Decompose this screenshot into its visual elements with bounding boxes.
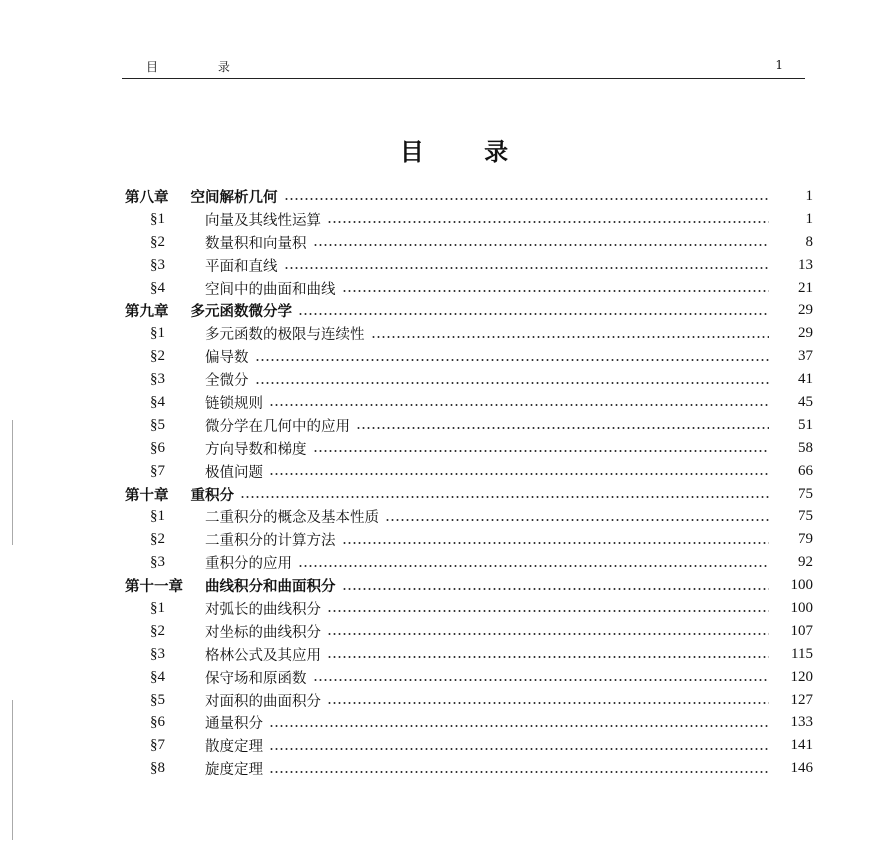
dot-leader — [342, 542, 770, 544]
entry-number: §3 — [150, 371, 165, 388]
running-head-page-number: 1 — [775, 58, 783, 72]
dot-leader — [385, 519, 769, 521]
scan-margin-line — [12, 420, 13, 545]
scan-margin-line — [12, 700, 13, 840]
entry-page-number: 75 — [798, 485, 813, 502]
dot-leader — [313, 450, 770, 452]
dot-leader — [298, 313, 769, 315]
dot-leader — [284, 198, 770, 200]
dot-leader — [298, 565, 769, 567]
toc-section-entry[interactable] — [125, 597, 813, 620]
entry-title: 平面和直线 — [205, 258, 278, 275]
entry-number: §3 — [150, 645, 165, 662]
entry-number: §5 — [150, 416, 165, 433]
entry-page-number: 45 — [798, 393, 813, 410]
toc-chapter-entry[interactable] — [125, 574, 813, 597]
toc-section-entry[interactable] — [125, 277, 813, 300]
entry-title: 微分学在几何中的应用 — [205, 418, 350, 435]
dot-leader — [284, 267, 770, 269]
entry-page-number: 8 — [805, 233, 813, 250]
entry-title: 链锁规则 — [205, 395, 263, 412]
dot-leader — [269, 725, 769, 727]
entry-number: §1 — [150, 508, 165, 525]
dot-leader — [269, 748, 769, 750]
entry-title: 对弧长的曲线积分 — [205, 601, 321, 618]
entry-page-number: 75 — [798, 508, 813, 525]
entry-page-number: 141 — [790, 737, 813, 754]
running-head — [122, 56, 805, 79]
entry-number: §1 — [150, 599, 165, 616]
toc-section-entry[interactable] — [125, 208, 813, 231]
toc-section-entry[interactable] — [125, 528, 813, 551]
toc-chapter-entry[interactable] — [125, 483, 813, 506]
entry-title: 全微分 — [205, 373, 249, 390]
dot-leader — [269, 771, 769, 773]
dot-leader — [356, 427, 769, 429]
entry-title: 保守场和原函数 — [205, 670, 307, 687]
entry-number: §3 — [150, 256, 165, 273]
dot-leader — [371, 336, 770, 338]
entry-number: §7 — [150, 462, 165, 479]
entry-title: 重积分 — [190, 487, 234, 504]
entry-title: 数量积和向量积 — [205, 235, 307, 252]
entry-number: 第十一章 — [125, 579, 183, 596]
entry-page-number: 1 — [805, 187, 813, 204]
toc-section-entry[interactable] — [125, 666, 813, 689]
dot-leader — [255, 359, 770, 361]
entry-number: §4 — [150, 279, 165, 296]
entry-page-number: 115 — [791, 645, 813, 662]
dot-leader — [327, 221, 769, 223]
entry-number: §2 — [150, 622, 165, 639]
entry-number: §3 — [150, 554, 165, 571]
entry-title: 散度定理 — [205, 739, 263, 756]
entry-page-number: 51 — [798, 416, 813, 433]
entry-number: §2 — [150, 233, 165, 250]
toc-section-entry[interactable] — [125, 757, 813, 780]
toc-section-entry[interactable] — [125, 368, 813, 391]
toc-section-entry[interactable] — [125, 254, 813, 277]
dot-leader — [327, 702, 769, 704]
dot-leader — [327, 656, 769, 658]
page-title: 目 录 — [399, 138, 535, 166]
entry-title: 重积分的应用 — [205, 556, 292, 573]
dot-leader — [313, 679, 770, 681]
table-of-contents — [125, 185, 813, 780]
entry-page-number: 37 — [798, 348, 813, 365]
entry-page-number: 120 — [790, 668, 813, 685]
entry-number: §5 — [150, 691, 165, 708]
entry-number: §4 — [150, 393, 165, 410]
entry-title: 格林公式及其应用 — [205, 647, 321, 664]
entry-number: 第八章 — [125, 189, 169, 206]
entry-page-number: 29 — [798, 325, 813, 342]
entry-title: 对面积的曲面积分 — [205, 693, 321, 710]
entry-page-number: 146 — [790, 760, 813, 777]
running-head-title: 目 录 — [146, 60, 258, 74]
entry-title: 空间解析几何 — [190, 189, 278, 206]
toc-section-entry[interactable] — [125, 734, 813, 757]
entry-page-number: 107 — [790, 622, 813, 639]
entry-number: §2 — [150, 348, 165, 365]
entry-page-number: 29 — [798, 302, 813, 319]
entry-number: §1 — [150, 210, 165, 227]
toc-section-entry[interactable] — [125, 689, 813, 712]
dot-leader — [240, 496, 769, 498]
entry-title: 二重积分的概念及基本性质 — [205, 510, 379, 527]
entry-number: §1 — [150, 325, 165, 342]
toc-section-entry[interactable] — [125, 643, 813, 666]
dot-leader — [255, 382, 770, 384]
entry-page-number: 79 — [798, 531, 813, 548]
toc-section-entry[interactable] — [125, 322, 813, 345]
toc-section-entry[interactable] — [125, 437, 813, 460]
entry-number: §4 — [150, 668, 165, 685]
entry-page-number: 66 — [798, 462, 813, 479]
entry-title: 向量及其线性运算 — [205, 212, 321, 229]
entry-title: 多元函数微分学 — [190, 304, 292, 321]
entry-title: 曲线积分和曲面积分 — [205, 579, 336, 596]
entry-page-number: 133 — [790, 714, 813, 731]
entry-page-number: 58 — [798, 439, 813, 456]
toc-section-entry[interactable] — [125, 711, 813, 734]
entry-title: 偏导数 — [205, 350, 249, 367]
dot-leader — [313, 244, 770, 246]
toc-section-entry[interactable] — [125, 620, 813, 643]
dot-leader — [342, 588, 770, 590]
entry-title: 多元函数的极限与连续性 — [205, 327, 365, 344]
entry-page-number: 100 — [790, 577, 813, 594]
toc-chapter-entry[interactable] — [125, 299, 813, 322]
entry-page-number: 1 — [805, 210, 813, 227]
entry-number: §2 — [150, 531, 165, 548]
entry-title: 旋度定理 — [205, 762, 263, 779]
dot-leader — [327, 610, 769, 612]
entry-number: §6 — [150, 439, 165, 456]
entry-title: 通量积分 — [205, 716, 263, 733]
entry-page-number: 13 — [798, 256, 813, 273]
entry-title: 二重积分的计算方法 — [205, 533, 336, 550]
entry-title: 极值问题 — [205, 464, 263, 481]
entry-number: §8 — [150, 760, 165, 777]
dot-leader — [269, 473, 769, 475]
dot-leader — [269, 404, 769, 406]
entry-number: §7 — [150, 737, 165, 754]
entry-number: 第九章 — [125, 304, 169, 321]
entry-number: §6 — [150, 714, 165, 731]
entry-page-number: 41 — [798, 371, 813, 388]
toc-section-entry[interactable] — [125, 551, 813, 574]
entry-page-number: 127 — [790, 691, 813, 708]
dot-leader — [327, 633, 769, 635]
dot-leader — [342, 290, 770, 292]
entry-number: 第十章 — [125, 487, 169, 504]
entry-title: 方向导数和梯度 — [205, 441, 307, 458]
toc-section-entry[interactable] — [125, 391, 813, 414]
toc-section-entry[interactable] — [125, 414, 813, 437]
entry-title: 空间中的曲面和曲线 — [205, 281, 336, 298]
toc-section-entry[interactable] — [125, 231, 813, 254]
toc-chapter-entry[interactable] — [125, 185, 813, 208]
toc-section-entry[interactable] — [125, 345, 813, 368]
entry-page-number: 92 — [798, 554, 813, 571]
toc-section-entry[interactable] — [125, 505, 813, 528]
toc-section-entry[interactable] — [125, 460, 813, 483]
entry-page-number: 21 — [798, 279, 813, 296]
entry-page-number: 100 — [790, 599, 813, 616]
entry-title: 对坐标的曲线积分 — [205, 624, 321, 641]
